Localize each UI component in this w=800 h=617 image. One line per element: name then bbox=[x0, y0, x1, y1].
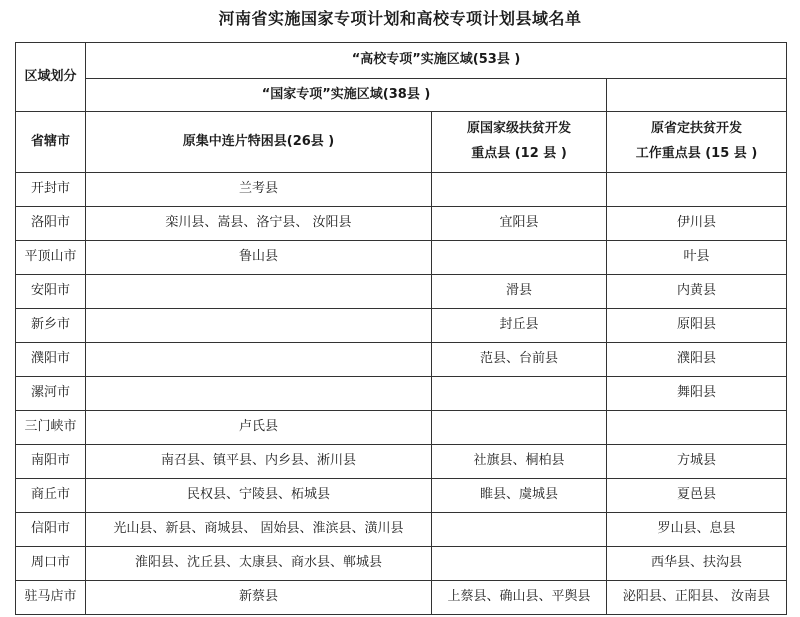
city-cell: 三门峡市 bbox=[16, 411, 86, 445]
city-cell: 商丘市 bbox=[16, 479, 86, 513]
national-poverty-header-line2: 重点县 (12 县 ) bbox=[471, 146, 567, 161]
table-row bbox=[16, 581, 787, 615]
table-row bbox=[16, 445, 787, 479]
national-poverty-cell: 范县、台前县 bbox=[432, 343, 607, 377]
contiguous-poverty-cell: 卢氏县 bbox=[86, 411, 432, 445]
contiguous-poverty-cell bbox=[86, 343, 432, 377]
table-row bbox=[16, 343, 787, 377]
provincial-poverty-cell: 濮阳县 bbox=[607, 343, 787, 377]
table-row bbox=[16, 479, 787, 513]
provincial-poverty-cell: 方城县 bbox=[607, 445, 787, 479]
city-cell: 安阳市 bbox=[16, 275, 86, 309]
table-row bbox=[16, 411, 787, 445]
table-row bbox=[16, 241, 787, 275]
provincial-poverty-cell: 西华县、扶沟县 bbox=[607, 547, 787, 581]
contiguous-poverty-cell: 光山县、新县、商城县、 固始县、淮滨县、潢川县 bbox=[86, 513, 432, 547]
region-division-header: 区域划分 bbox=[16, 43, 86, 112]
contiguous-poverty-cell: 新蔡县 bbox=[86, 581, 432, 615]
contiguous-poverty-cell: 栾川县、嵩县、洛宁县、 汝阳县 bbox=[86, 207, 432, 241]
table-row bbox=[16, 173, 787, 207]
city-cell: 新乡市 bbox=[16, 309, 86, 343]
provincial-poverty-cell: 泌阳县、正阳县、 汝南县 bbox=[607, 581, 787, 615]
provincial-poverty-header-line2: 工作重点县 (15 县 ) bbox=[635, 146, 758, 161]
table-row bbox=[16, 513, 787, 547]
national-poverty-cell: 上蔡县、确山县、平舆县 bbox=[432, 581, 607, 615]
provincial-poverty-header-line1: 原省定扶贫开发 bbox=[650, 121, 742, 137]
city-cell: 开封市 bbox=[16, 173, 86, 207]
table-row bbox=[16, 207, 787, 241]
page-title: 河南省实施国家专项计划和高校专项计划县域名单 bbox=[218, 9, 582, 28]
city-cell: 濮阳市 bbox=[16, 343, 86, 377]
contiguous-poverty-header: 原集中连片特困县(26县 ) bbox=[86, 112, 432, 173]
county-list-table bbox=[15, 42, 787, 615]
table-row bbox=[16, 377, 787, 411]
national-poverty-cell bbox=[432, 547, 607, 581]
national-poverty-cell: 封丘县 bbox=[432, 309, 607, 343]
national-poverty-cell: 滑县 bbox=[432, 275, 607, 309]
header-row-1 bbox=[16, 43, 787, 79]
city-cell: 周口市 bbox=[16, 547, 86, 581]
contiguous-poverty-cell: 兰考县 bbox=[86, 173, 432, 207]
national-poverty-cell bbox=[432, 513, 607, 547]
national-poverty-cell: 睢县、虞城县 bbox=[432, 479, 607, 513]
provincial-poverty-cell: 舞阳县 bbox=[607, 377, 787, 411]
provincial-poverty-cell: 叶县 bbox=[607, 241, 787, 275]
provincial-poverty-cell: 原阳县 bbox=[607, 309, 787, 343]
city-cell: 平顶山市 bbox=[16, 241, 86, 275]
contiguous-poverty-cell bbox=[86, 377, 432, 411]
national-poverty-cell bbox=[432, 377, 607, 411]
city-cell: 洛阳市 bbox=[16, 207, 86, 241]
national-poverty-cell: 宜阳县 bbox=[432, 207, 607, 241]
header-row-2 bbox=[16, 79, 787, 112]
contiguous-poverty-cell: 南召县、镇平县、内乡县、淅川县 bbox=[86, 445, 432, 479]
college-area-header: “高校专项”实施区域(53县 ) bbox=[86, 43, 787, 79]
national-poverty-cell bbox=[432, 411, 607, 445]
national-poverty-cell: 社旗县、桐柏县 bbox=[432, 445, 607, 479]
contiguous-poverty-cell: 淮阳县、沈丘县、太康县、商水县、郸城县 bbox=[86, 547, 432, 581]
national-poverty-header-line1: 原国家级扶贫开发 bbox=[466, 121, 571, 137]
provincial-poverty-cell: 罗山县、息县 bbox=[607, 513, 787, 547]
provincial-poverty-cell bbox=[607, 173, 787, 207]
national-poverty-cell bbox=[432, 241, 607, 275]
provincial-poverty-cell bbox=[607, 411, 787, 445]
city-cell: 漯河市 bbox=[16, 377, 86, 411]
city-cell: 南阳市 bbox=[16, 445, 86, 479]
contiguous-poverty-cell bbox=[86, 275, 432, 309]
contiguous-poverty-cell: 民权县、宁陵县、柘城县 bbox=[86, 479, 432, 513]
provincial-poverty-header bbox=[607, 112, 787, 173]
empty-header-cell bbox=[607, 79, 787, 112]
provincial-poverty-cell: 伊川县 bbox=[607, 207, 787, 241]
national-poverty-cell bbox=[432, 173, 607, 207]
city-header: 省辖市 bbox=[16, 112, 86, 173]
city-cell: 驻马店市 bbox=[16, 581, 86, 615]
table-row bbox=[16, 309, 787, 343]
table-row bbox=[16, 275, 787, 309]
provincial-poverty-cell: 夏邑县 bbox=[607, 479, 787, 513]
contiguous-poverty-cell bbox=[86, 309, 432, 343]
national-poverty-header bbox=[432, 112, 607, 173]
header-row-3 bbox=[16, 112, 787, 173]
contiguous-poverty-cell: 鲁山县 bbox=[86, 241, 432, 275]
city-cell: 信阳市 bbox=[16, 513, 86, 547]
provincial-poverty-cell: 内黄县 bbox=[607, 275, 787, 309]
national-area-header: “国家专项”实施区域(38县 ) bbox=[86, 79, 607, 112]
table-row bbox=[16, 547, 787, 581]
